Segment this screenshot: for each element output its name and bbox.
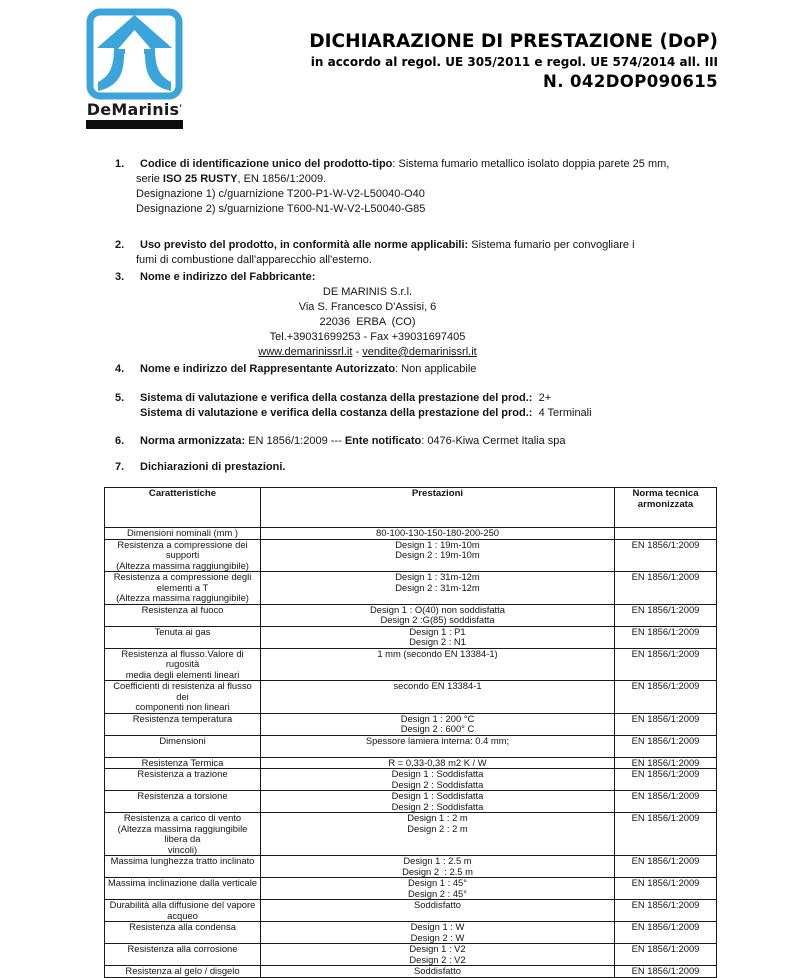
- cell-caratteristica: Tenuta ai gas: [105, 626, 261, 648]
- cell-caratteristica: Resistenza alla corrosione: [105, 944, 261, 966]
- table-row: [105, 922, 717, 944]
- item2-label: Uso previsto del prodotto, in conformità alle norme applicabili:: [140, 239, 469, 251]
- item5-value-1: 2+: [532, 392, 552, 404]
- table-row: [105, 648, 717, 681]
- item1-line2: [136, 172, 715, 187]
- table-header-caratteristiche: Caratteristiche: [105, 488, 261, 528]
- logo-brand-mark: ': [179, 104, 183, 114]
- item5-label-1: Sistema di valutazione e verifica della costanza della prestazione del prod.:: [140, 392, 533, 404]
- manufacturer-street: Via S. Francesco D'Assisi, 6: [298, 301, 437, 313]
- logo-brand-text: [86, 101, 183, 118]
- cell-caratteristica: Resistenza a compressione degli elementi a T (Altezza massima raggiungibile): [105, 572, 261, 605]
- table-row: [105, 681, 717, 714]
- item4-label: Nome e indirizzo del Rappresentante Autorizzato: [140, 363, 396, 375]
- cell-prestazione: Design 1 : W Design 2 : W: [261, 922, 615, 944]
- cell-norma: EN 1856/1:2009: [615, 604, 717, 626]
- cell-norma: EN 1856/1:2009: [615, 713, 717, 735]
- table-header-row: [105, 488, 717, 528]
- list-item-5: [115, 391, 715, 421]
- cell-norma: EN 1856/1:2009: [615, 900, 717, 922]
- demarinis-logo: [86, 8, 183, 129]
- cell-norma: EN 1856/1:2009: [615, 648, 717, 681]
- table-row: [105, 944, 717, 966]
- item6-value-ente: : 0476-Kiwa Cermet Italia spa: [421, 435, 566, 447]
- item2-text1: Sistema fumario per convogliare i: [468, 239, 635, 251]
- cell-norma: EN 1856/1:2009: [615, 856, 717, 878]
- manufacturer-links: [140, 345, 595, 360]
- item7-line1: [115, 460, 715, 475]
- table-header-norma: Norma tecnica armonizzata: [615, 488, 717, 528]
- item1-text1: : Sistema fumario metallico isolato doppia parete 25 mm,: [392, 158, 670, 170]
- cell-norma: EN 1856/1:2009: [615, 791, 717, 813]
- cell-caratteristica: Resistenza a torsione: [105, 791, 261, 813]
- manufacturer-city: 22036 ERBA (CO): [319, 316, 416, 328]
- cell-caratteristica: Resistenza Termica: [105, 757, 261, 769]
- cell-norma: EN 1856/1:2009: [615, 922, 717, 944]
- cell-prestazione: Design 1 : 45° Design 2 : 45°: [261, 878, 615, 900]
- item1-label: Codice di identificazione unico del prodotto-tipo: [140, 158, 393, 170]
- cell-prestazione: Design 1 : Soddisfatta Design 2 : Soddisfatta: [261, 769, 615, 791]
- table-row: [105, 528, 717, 540]
- dop-table-body: [105, 528, 717, 978]
- table-row: [105, 791, 717, 813]
- doc-number: N. 042DOP090615: [543, 72, 718, 91]
- cell-norma: EN 1856/1:2009: [615, 626, 717, 648]
- cell-prestazione: Soddisfatto: [261, 900, 615, 922]
- item3-label: Nome e indirizzo del Fabbricante:: [140, 271, 316, 283]
- cell-prestazione: Design 1 : Soddisfatta Design 2 : Soddisfatta: [261, 791, 615, 813]
- table-row: [105, 735, 717, 757]
- item1-series-name: ISO 25 RUSTY: [162, 173, 238, 185]
- cell-prestazione: Design 1 : O(40) non soddisfatta Design 2 :G(85) soddisfatta: [261, 604, 615, 626]
- cell-caratteristica: Resistenza al fuoco: [105, 604, 261, 626]
- manufacturer-phone-fax: Tel.+39031699253 - Fax +39031697405: [269, 331, 466, 343]
- cell-norma: EN 1856/1:2009: [615, 813, 717, 856]
- cell-norma: EN 1856/1:2009: [615, 878, 717, 900]
- cell-norma: [615, 528, 717, 540]
- item6-label-ente: Ente notificato: [344, 435, 422, 447]
- cell-norma: EN 1856/1:2009: [615, 944, 717, 966]
- cell-norma: EN 1856/1:2009: [615, 757, 717, 769]
- item7-label: Dichiarazioni di prestazioni.: [140, 461, 286, 473]
- item1-text3: , EN 1856/1:2009.: [237, 173, 327, 185]
- table-row: [105, 626, 717, 648]
- item1-number: 1.: [115, 158, 125, 170]
- list-item-6: [115, 434, 715, 449]
- item1-text2: serie: [136, 173, 163, 185]
- cell-norma: EN 1856/1:2009: [615, 572, 717, 605]
- cell-prestazione: Soddisfatto: [261, 966, 615, 978]
- item2-number: 2.: [115, 239, 125, 251]
- item5-line2: [140, 406, 715, 421]
- list-item-3: [115, 270, 715, 360]
- item5-label-2: Sistema di valutazione e verifica della costanza della prestazione del prod.:: [140, 407, 533, 419]
- logo-bar: [86, 120, 183, 129]
- cell-prestazione: Design 1 : P1 Design 2 : N1: [261, 626, 615, 648]
- item3-number: 3.: [115, 271, 125, 283]
- cell-prestazione: 1 mm (secondo EN 13384-1): [261, 648, 615, 681]
- logo-brand-word: DeMarinis: [86, 100, 180, 119]
- item6-value-norma: EN 1856/1:2009 ---: [245, 435, 345, 447]
- manufacturer-address-block: [140, 285, 595, 360]
- cell-prestazione: Design 1 : 200 °C Design 2 : 600° C: [261, 713, 615, 735]
- item7-number: 7.: [115, 461, 125, 473]
- table-header-prestazioni: Prestazioni: [261, 488, 615, 528]
- cell-caratteristica: Resistenza al flusso.Valore di rugosità media degli elementi lineari: [105, 648, 261, 681]
- cell-prestazione: Spessore lamiera interna: 0.4 mm;: [261, 735, 615, 757]
- item4-line1: [115, 362, 715, 377]
- doc-header: [309, 31, 718, 92]
- designation-2: Designazione 2) s/guarnizione T600-N1-W-V2-L50040-G85: [136, 203, 426, 215]
- cell-norma: EN 1856/1:2009: [615, 769, 717, 791]
- item4-text1: : Non applicabile: [395, 363, 477, 375]
- cell-caratteristica: Resistenza a compressione dei supporti (Altezza massima raggiungibile): [105, 539, 261, 572]
- table-row: [105, 713, 717, 735]
- doc-title: DICHIARAZIONE DI PRESTAZIONE (DoP): [309, 31, 718, 52]
- cell-caratteristica: Durabilità alla diffusione del vapore acqueo: [105, 900, 261, 922]
- item2-line1: [115, 238, 715, 253]
- item6-number: 6.: [115, 435, 125, 447]
- table-row: [105, 900, 717, 922]
- cell-prestazione: R = 0,33-0,38 m2 K / W: [261, 757, 615, 769]
- table-row: [105, 878, 717, 900]
- cell-norma: EN 1856/1:2009: [615, 681, 717, 714]
- link-separator: -: [352, 346, 363, 358]
- cell-caratteristica: Dimensioni nominali (mm ): [105, 528, 261, 540]
- item6-label-norma: Norma armonizzata:: [140, 435, 246, 447]
- cell-caratteristica: Resistenza al gelo / disgelo: [105, 966, 261, 978]
- item5-value-2: 4 Terminali: [532, 407, 592, 419]
- cell-prestazione: Design 1 : 19m-10m Design 2 : 19m-10m: [261, 539, 615, 572]
- dop-table: [104, 487, 717, 978]
- cell-caratteristica: Resistenza temperatura: [105, 713, 261, 735]
- item6-line1: [115, 434, 715, 449]
- item5-number: 5.: [115, 392, 125, 404]
- table-row: [105, 966, 717, 978]
- table-row: [105, 572, 717, 605]
- cell-caratteristica: Resistenza a carico di vento (Altezza massima raggiungibile libera da vincoli): [105, 813, 261, 856]
- list-item-2: [115, 238, 715, 268]
- manufacturer-name: DE MARINIS S.r.l.: [322, 286, 413, 298]
- cell-norma: EN 1856/1:2009: [615, 966, 717, 978]
- table-row: [105, 769, 717, 791]
- item4-number: 4.: [115, 363, 125, 375]
- chimney-arrow-icon: [86, 8, 183, 100]
- cell-caratteristica: Dimensioni: [105, 735, 261, 757]
- cell-prestazione: secondo EN 13384-1: [261, 681, 615, 714]
- doc-subtitle: in accordo al regol. UE 305/2011 e regol. UE 574/2014 all. III: [310, 55, 718, 69]
- email-link[interactable]: vendite@demarinissrl.it: [362, 346, 477, 358]
- cell-caratteristica: Resistenza alla condensa: [105, 922, 261, 944]
- designation-1: Designazione 1) c/guarnizione T200-P1-W-V2-L50040-O40: [136, 188, 425, 200]
- cell-caratteristica: Resistenza a trazione: [105, 769, 261, 791]
- website-link[interactable]: www.demarinissrl.it: [258, 346, 353, 358]
- item3-line1: [115, 270, 715, 285]
- cell-caratteristica: Massima inclinazione dalla verticale: [105, 878, 261, 900]
- cell-prestazione: Design 1 : 2.5 m Design 2 : 2.5 m: [261, 856, 615, 878]
- cell-prestazione: Design 1 : V2 Design 2 : V2: [261, 944, 615, 966]
- table-row: [105, 757, 717, 769]
- cell-norma: EN 1856/1:2009: [615, 735, 717, 757]
- table-row: [105, 539, 717, 572]
- table-row: [105, 813, 717, 856]
- item2-line2: fumi di combustione dall'apparecchio all'esterno.: [136, 254, 372, 266]
- cell-norma: EN 1856/1:2009: [615, 539, 717, 572]
- cell-caratteristica: Coefficienti di resistenza al flusso dei componenti non lineari: [105, 681, 261, 714]
- list-item-7: [115, 460, 715, 475]
- table-row: [105, 604, 717, 626]
- cell-caratteristica: Massima lunghezza tratto inclinato: [105, 856, 261, 878]
- cell-prestazione: 80-100-130-150-180-200-250: [261, 528, 615, 540]
- list-item-4: [115, 362, 715, 377]
- cell-prestazione: Design 1 : 31m-12m Design 2 : 31m-12m: [261, 572, 615, 605]
- item1-line1: [115, 157, 715, 172]
- table-row: [105, 856, 717, 878]
- item5-line1: [115, 391, 715, 406]
- cell-prestazione: Design 1 : 2 m Design 2 : 2 m: [261, 813, 615, 856]
- list-item-1: [115, 157, 715, 217]
